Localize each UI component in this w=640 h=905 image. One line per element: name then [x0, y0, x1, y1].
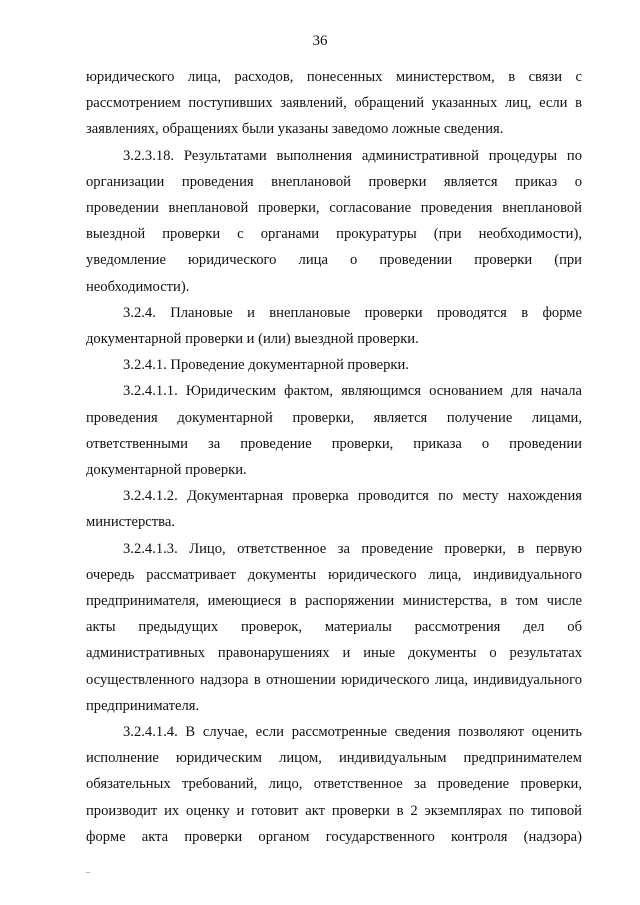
paragraph: [86, 352, 582, 378]
text-line: 3.2.4.1.1. Юридическим фактом, являющимся основанием для начала: [123, 383, 582, 400]
text-line: предпринимателя, имеющиеся в распоряжении министерства, в том числе: [86, 593, 582, 610]
text-line: организации проведения внеплановой проверки является приказ о: [86, 173, 582, 190]
document-body: [86, 64, 582, 850]
text-line: необходимости).: [86, 278, 190, 295]
text-line: осуществленного надзора в отношении юридического лица, индивидуального: [86, 671, 582, 688]
paragraph: [86, 300, 582, 352]
text-line: рассмотрением поступивших заявлений, обращений указанных лиц, если в: [86, 95, 582, 112]
text-line: 3.2.4. Плановые и внеплановые проверки проводятся в форме: [123, 304, 582, 321]
paragraph: [86, 719, 582, 850]
paragraph: [86, 378, 582, 483]
text-line: документарной проверки.: [86, 462, 247, 479]
text-line: форме акта проверки органом государственного контроля (надзора): [86, 828, 582, 845]
text-line: акты предыдущих проверок, материалы рассмотрения дел об: [86, 619, 582, 636]
text-line: документарной проверки и (или) выездной проверки.: [86, 331, 419, 348]
paragraph: [86, 483, 582, 535]
text-line: проведения документарной проверки, является получение лицами,: [86, 409, 582, 426]
paragraph: [86, 64, 582, 143]
text-line: исполнение юридическим лицом, индивидуальным предпринимателем: [86, 750, 582, 767]
text-line: 3.2.3.18. Результатами выполнения административной процедуры по: [123, 147, 582, 164]
text-line: 3.2.4.1.2. Документарная проверка проводится по месту нахождения: [123, 488, 582, 505]
text-line: выездной проверки с органами прокуратуры (при необходимости),: [86, 226, 582, 243]
text-line: юридического лица, расходов, понесенных министерством, в связи с: [86, 69, 582, 85]
scan-artifact: [86, 872, 90, 873]
text-line: 3.2.4.1. Проведение документарной проверки.: [123, 357, 409, 374]
text-line: 3.2.4.1.4. В случае, если рассмотренные сведения позволяют оценить: [123, 724, 582, 741]
text-line: уведомление юридического лица о проведении проверки (при: [86, 252, 582, 269]
text-line: очередь рассматривает документы юридического лица, индивидуального: [86, 566, 582, 583]
paragraph: [86, 536, 582, 719]
paragraph: [86, 143, 582, 300]
text-line: обязательных требований, лицо, ответственное за проведение проверки,: [86, 776, 582, 793]
text-line: заявлениях, обращениях были указаны заведомо ложные сведения.: [86, 121, 504, 138]
text-line: производит их оценку и готовит акт проверки в 2 экземплярах по типовой: [86, 802, 582, 819]
page-number: 36: [312, 33, 328, 49]
text-line: ответственными за проведение проверки, приказа о проведении: [86, 435, 582, 452]
text-line: министерства.: [86, 514, 175, 531]
text-line: административных правонарушениях и иные документы о результатах: [86, 645, 582, 662]
text-line: 3.2.4.1.3. Лицо, ответственное за проведение проверки, в первую: [123, 540, 582, 557]
text-line: проведении внеплановой проверки, согласование проведения внеплановой: [86, 200, 582, 217]
text-line: предпринимателя.: [86, 697, 200, 714]
